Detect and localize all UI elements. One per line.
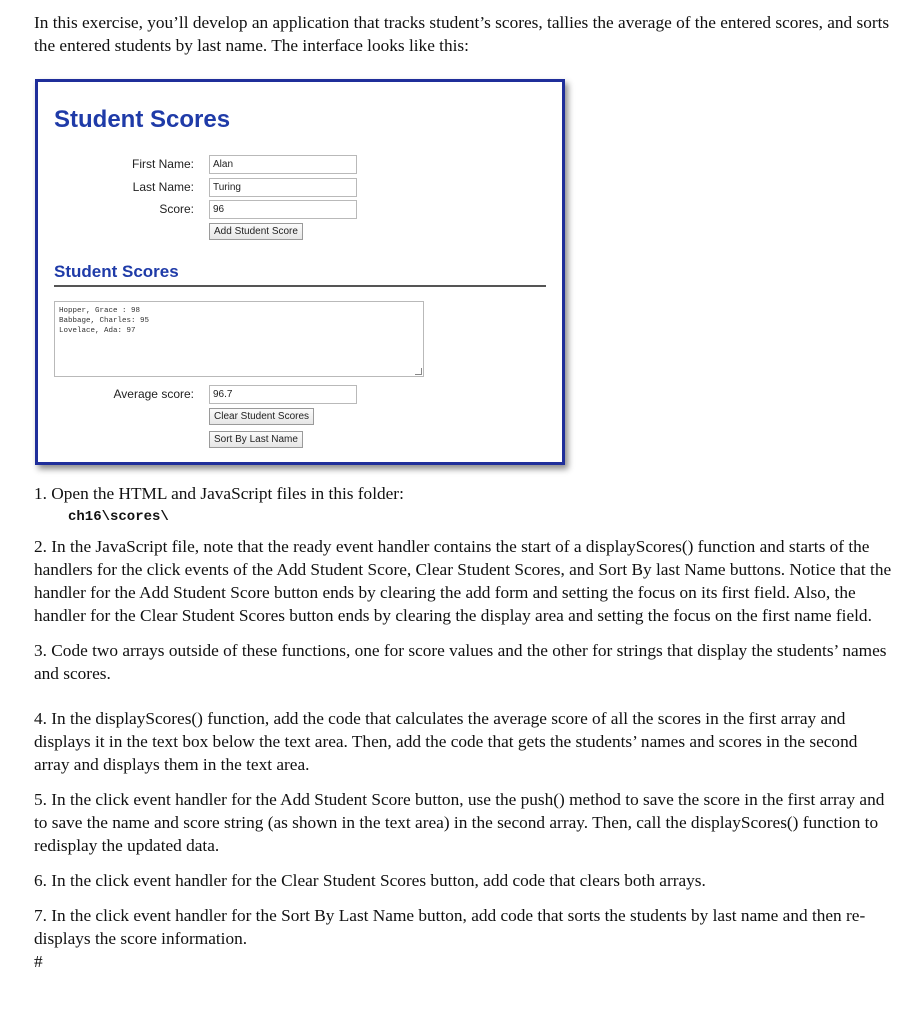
step-6: 6. In the click event handler for the Clear Student Scores button, add code that clears both arrays. xyxy=(34,871,706,890)
step-7: 7. In the click event handler for the Sort By Last Name button, add code that sorts the students by last name and then re-displays the score information. xyxy=(34,906,866,948)
section-divider xyxy=(54,285,546,287)
instruction-steps xyxy=(34,482,894,973)
step-4: 4. In the displayScores() function, add the code that calculates the average score of all the scores in the first array and displays it in the text box below the text area. Then, add the code that gets the students’ names and scores in the second array and displays them in the text area. xyxy=(34,709,858,774)
app-title: Student Scores xyxy=(54,106,231,133)
clear-student-scores-button[interactable]: Clear Student Scores xyxy=(209,408,314,425)
score-label: Score: xyxy=(159,202,194,216)
intro-paragraph: In this exercise, you’ll develop an application that tracks student’s scores, tallies the average of the entered scores, and sorts the entered students by last name. The interface looks like this: xyxy=(34,13,890,55)
step-3: 3. Code two arrays outside of these functions, one for score values and the other for strings that display the students’ names and scores. xyxy=(34,641,887,683)
trailer-hash: # xyxy=(34,952,43,971)
sort-by-last-name-button[interactable]: Sort By Last Name xyxy=(209,431,303,448)
step-1: 1. Open the HTML and JavaScript files in this folder: xyxy=(34,484,404,503)
textarea-line: Babbage, Charles: 95 xyxy=(59,317,150,325)
last-name-label: Last Name: xyxy=(132,180,194,194)
app-screenshot xyxy=(35,79,565,465)
textarea-line: Hopper, Grace : 98 xyxy=(59,307,141,315)
last-name-input[interactable]: Turing xyxy=(209,178,357,197)
add-student-score-button[interactable]: Add Student Score xyxy=(209,223,303,240)
first-name-label: First Name: xyxy=(131,157,194,171)
resize-grip-icon[interactable] xyxy=(415,368,422,375)
first-name-input[interactable]: Alan xyxy=(209,155,357,174)
step-5: 5. In the click event handler for the Add Student Score button, use the push() method to save the score in the first array and to save the name and score string (as shown in the text area) in the second array. Then, call the displayScores() function to redisplay the updated data. xyxy=(34,790,885,855)
score-input[interactable]: 96 xyxy=(209,200,357,219)
folder-path: ch16\scores\ xyxy=(68,509,169,525)
step-2: 2. In the JavaScript file, note that the ready event handler contains the start of a displayScores() function and starts of the handlers for the click events of the Add Student Score, Clear Student Scores, and Sort By last Name buttons. Notice that the handler for the Add Student Score button ends by clearing the add form and setting the focus on its first field. Also, the handler for the Clear Student Scores button ends by clearing the display area and setting the focus on the first name field. xyxy=(34,537,892,625)
average-score-label: Average score: xyxy=(113,387,194,401)
average-score-output: 96.7 xyxy=(209,385,357,404)
scores-textarea[interactable] xyxy=(54,301,424,377)
textarea-line: Lovelace, Ada: 97 xyxy=(59,327,136,335)
section-title: Student Scores xyxy=(54,262,179,281)
